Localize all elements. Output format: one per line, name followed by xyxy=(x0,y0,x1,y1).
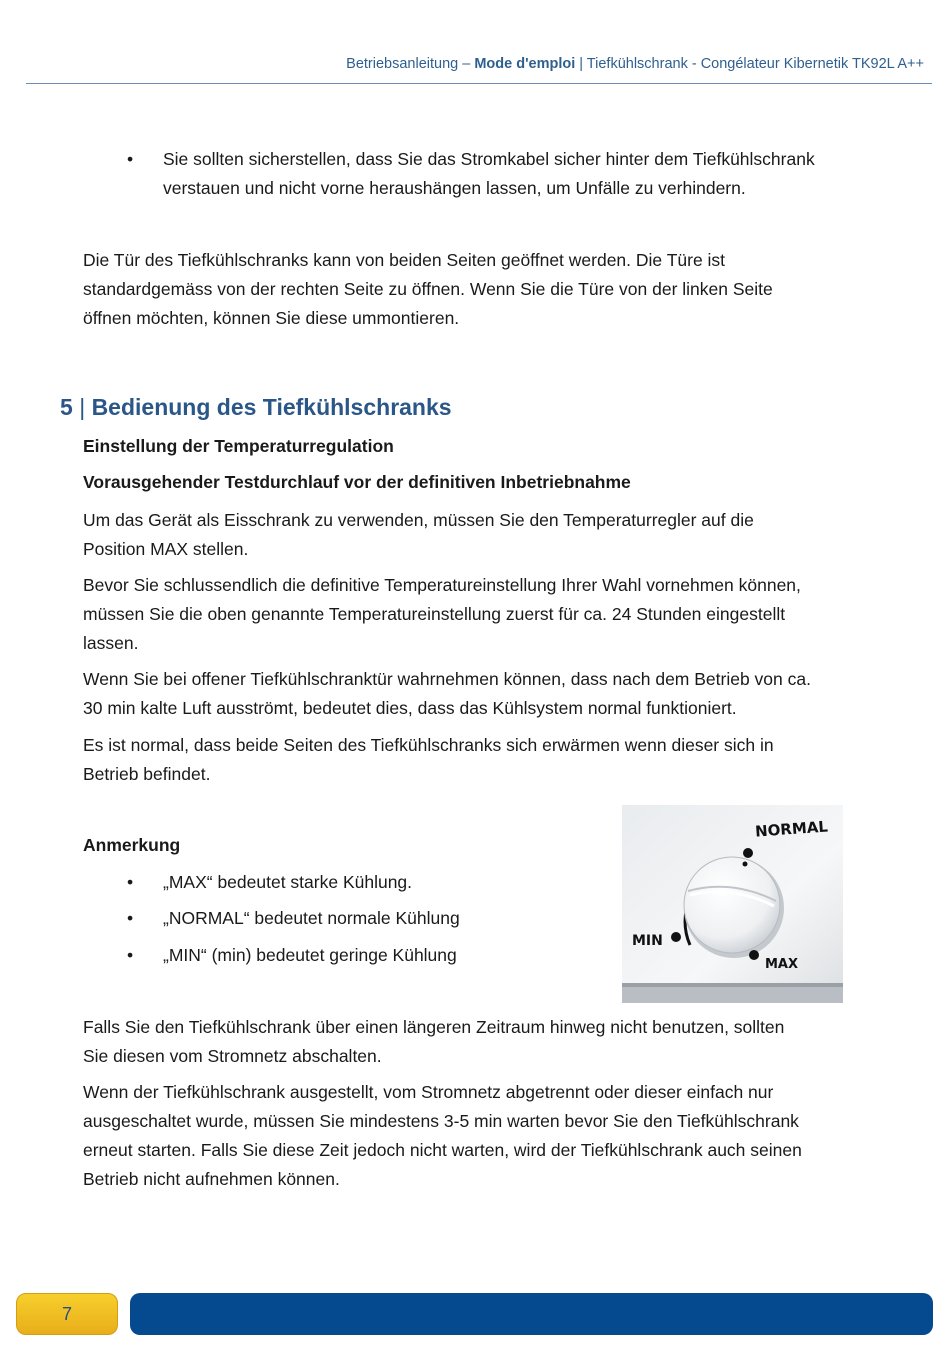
note-item-normal: „NORMAL“ bedeutet normale Kühlung xyxy=(163,908,460,928)
paragraph-line: Position MAX stellen. xyxy=(83,539,249,559)
paragraph-line: ausgeschaltet wurde, müssen Sie mindestens 3-5 min warten bevor Sie den Tiefkühlschrank xyxy=(83,1111,799,1131)
panel-seam xyxy=(622,983,843,987)
list-item xyxy=(127,145,917,203)
section-heading xyxy=(60,394,452,421)
paragraph-line: 30 min kalte Luft ausströmt, bedeutet dies, dass das Kühlsystem normal funktioniert. xyxy=(83,698,737,718)
section-title-text: Bedienung des Tiefkühlschranks xyxy=(91,394,452,420)
paragraph-line: Sie diesen vom Stromnetz abschalten. xyxy=(83,1046,382,1066)
note-item-max: „MAX“ bedeutet starke Kühlung. xyxy=(163,872,413,892)
dial-label-normal: NORMAL xyxy=(754,817,829,841)
bullet-text-line: Sie sollten sicherstellen, dass Sie das Stromkabel sicher hinter dem Tiefkühlschrank xyxy=(163,149,815,169)
paragraph-line: Bevor Sie schlussendlich die definitive Temperatureinstellung Ihrer Wahl vornehmen können, xyxy=(83,575,801,595)
normal-dot xyxy=(743,848,753,858)
header-part-1: Betriebsanleitung – xyxy=(346,56,475,72)
list-item xyxy=(127,868,587,897)
running-header xyxy=(26,56,932,72)
bullet-dot: • xyxy=(127,872,134,892)
small-dot xyxy=(743,862,748,867)
door-paragraph xyxy=(83,246,903,333)
paragraph-line: Wenn Sie bei offener Tiefkühlschranktür wahrnehmen können, dass nach dem Betrieb von ca. xyxy=(83,669,811,689)
paragraph-line: Falls Sie den Tiefkühlschrank über einen längeren Zeitraum hinweg nicht benutzen, sollten xyxy=(83,1017,785,1037)
bullet-dot: • xyxy=(127,945,134,965)
subheading-test-run: Vorausgehender Testdurchlauf vor der definitiven Inbetriebnahme xyxy=(83,472,631,492)
min-dot xyxy=(671,932,681,942)
list-item xyxy=(127,941,587,970)
paragraph-long-term xyxy=(83,1013,903,1071)
bullet-dot: • xyxy=(127,908,134,928)
header-part-3: | Tiefkühlschrank - Congélateur Kibernetik TK92L A++ xyxy=(575,56,924,72)
paragraph-line: lassen. xyxy=(83,633,139,653)
header-divider xyxy=(26,83,932,84)
paragraph-line: Betrieb nicht aufnehmen können. xyxy=(83,1169,340,1189)
paragraph-restart xyxy=(83,1078,913,1194)
dial-label-max: MAX xyxy=(765,957,799,972)
header-part-2: Mode d'emploi xyxy=(474,56,576,72)
paragraph-line: Um das Gerät als Eisschrank zu verwenden, müssen Sie den Temperaturregler auf die xyxy=(83,510,754,530)
paragraph-line: erneut starten. Falls Sie diese Zeit jedoch nicht warten, wird der Tiefkühlschrank auch seinen xyxy=(83,1140,802,1160)
section-number: 5 xyxy=(60,394,73,420)
paragraph-warm-sides xyxy=(83,731,903,789)
note-item-min: „MIN“ (min) bedeutet geringe Kühlung xyxy=(163,945,457,965)
paragraph-24h xyxy=(83,571,913,658)
paragraph-cold-air xyxy=(83,665,913,723)
paragraph-line: Es ist normal, dass beide Seiten des Tiefkühlschranks sich erwärmen wenn dieser sich in xyxy=(83,735,774,755)
page-number-badge xyxy=(16,1293,118,1335)
paragraph-line: Die Tür des Tiefkühlschranks kann von beiden Seiten geöffnet werden. Die Türe ist xyxy=(83,250,726,270)
note-title: Anmerkung xyxy=(83,835,181,855)
bullet-dot: • xyxy=(127,149,134,169)
subheading-regulation: Einstellung der Temperaturregulation xyxy=(83,436,394,456)
paragraph-line: öffnen möchten, können Sie diese ummontieren. xyxy=(83,308,460,328)
thermostat-dial-photo xyxy=(622,805,843,1003)
paragraph-line: müssen Sie die oben genannte Temperatureinstellung zuerst für ca. 24 Stunden eingestellt xyxy=(83,604,786,624)
paragraph-line: Betrieb befindet. xyxy=(83,764,211,784)
bullet-text-line: verstauen und nicht vorne heraushängen lassen, um Unfälle zu verhindern. xyxy=(163,178,746,198)
section-separator: | xyxy=(79,394,86,420)
footer-bar xyxy=(130,1293,933,1335)
page-number: 7 xyxy=(61,1304,72,1324)
paragraph-line: standardgemäss von der rechten Seite zu öffnen. Wenn Sie die Türe von der linken Seite xyxy=(83,279,773,299)
dial-label-min: MIN xyxy=(632,933,663,949)
knob[interactable] xyxy=(684,857,780,953)
max-dot xyxy=(749,950,759,960)
paragraph-line: Wenn der Tiefkühlschrank ausgestellt, vom Stromnetz abgetrennt oder dieser einfach nur xyxy=(83,1082,774,1102)
paragraph-max-position xyxy=(83,506,903,564)
panel-bottom-edge xyxy=(622,987,843,1003)
list-item xyxy=(127,904,587,933)
